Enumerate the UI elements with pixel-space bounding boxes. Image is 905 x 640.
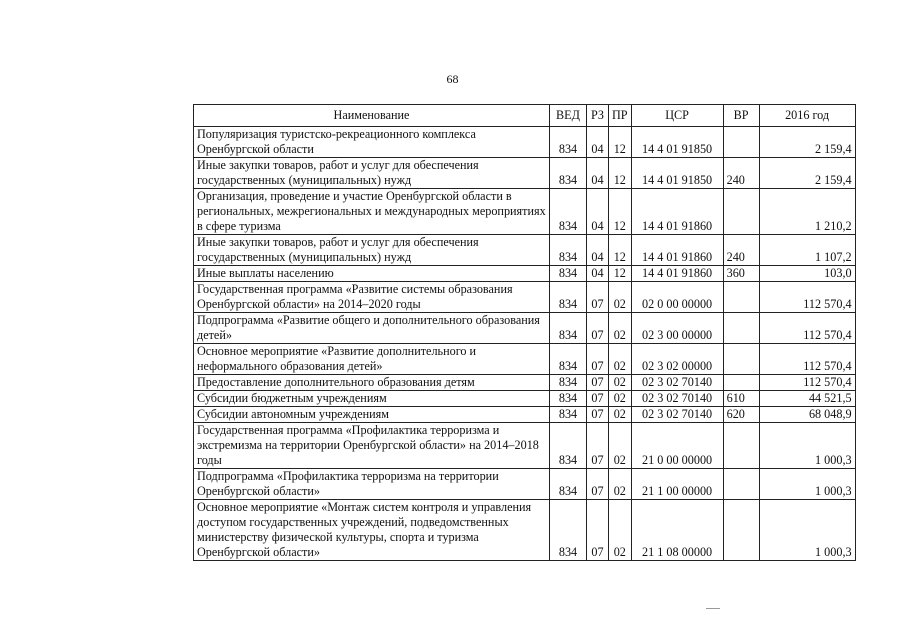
- table-row: [194, 313, 856, 344]
- table-row: [194, 127, 856, 158]
- cell-pr: 02: [609, 391, 632, 407]
- cell-vr: [723, 375, 759, 391]
- cell-csr: 14 4 01 91860: [631, 189, 723, 235]
- page-number: 68: [446, 72, 459, 86]
- cell-ved: 834: [550, 235, 587, 266]
- cell-pr: 12: [609, 127, 632, 158]
- cell-rz: 07: [587, 500, 609, 561]
- cell-rz: 04: [587, 189, 609, 235]
- cell-pr: 02: [609, 469, 632, 500]
- cell-csr: 02 3 02 70140: [631, 407, 723, 423]
- cell-rz: 07: [587, 407, 609, 423]
- header-csr: ЦСР: [631, 105, 723, 127]
- table-body: [194, 127, 856, 561]
- cell-sum: 2 159,4: [759, 158, 855, 189]
- cell-rz: 07: [587, 469, 609, 500]
- cell-rz: 07: [587, 391, 609, 407]
- cell-ved: 834: [550, 391, 587, 407]
- cell-name: Государственная программа «Профилактика терроризма и экстремизма на территории Оренбургской области» на 2014–2018 годы: [194, 423, 550, 469]
- cell-name: Предоставление дополнительного образования детям: [194, 375, 550, 391]
- cell-csr: 21 0 00 00000: [631, 423, 723, 469]
- cell-sum: 112 570,4: [759, 344, 855, 375]
- cell-ved: 834: [550, 469, 587, 500]
- cell-rz: 07: [587, 375, 609, 391]
- cell-name: Государственная программа «Развитие системы образования Оренбургской области» на 2014–2020 годы: [194, 282, 550, 313]
- cell-name: Субсидии автономным учреждениям: [194, 407, 550, 423]
- cell-rz: 07: [587, 282, 609, 313]
- cell-vr: [723, 282, 759, 313]
- table-row: [194, 469, 856, 500]
- cell-vr: [723, 189, 759, 235]
- cell-csr: 02 0 00 00000: [631, 282, 723, 313]
- cell-ved: 834: [550, 423, 587, 469]
- header-year: 2016 год: [759, 105, 855, 127]
- cell-ved: 834: [550, 344, 587, 375]
- budget-table: [193, 104, 856, 561]
- header-pr: ПР: [609, 105, 632, 127]
- cell-ved: 834: [550, 266, 587, 282]
- cell-rz: 07: [587, 423, 609, 469]
- cell-vr: 360: [723, 266, 759, 282]
- table-row: [194, 500, 856, 561]
- cell-sum: 1 000,3: [759, 469, 855, 500]
- cell-vr: [723, 500, 759, 561]
- cell-name: Подпрограмма «Профилактика терроризма на территории Оренбургской области»: [194, 469, 550, 500]
- cell-csr: 14 4 01 91860: [631, 266, 723, 282]
- cell-ved: 834: [550, 158, 587, 189]
- table-header-row: [194, 105, 856, 127]
- cell-vr: 240: [723, 235, 759, 266]
- cell-pr: 02: [609, 313, 632, 344]
- cell-vr: [723, 423, 759, 469]
- cell-name: Популяризация туристско-рекреационного комплекса Оренбургской области: [194, 127, 550, 158]
- cell-rz: 07: [587, 344, 609, 375]
- cell-csr: 14 4 01 91850: [631, 127, 723, 158]
- cell-pr: 12: [609, 266, 632, 282]
- table-row: [194, 375, 856, 391]
- table-row: [194, 189, 856, 235]
- cell-ved: 834: [550, 189, 587, 235]
- cell-csr: 02 3 02 00000: [631, 344, 723, 375]
- cell-rz: 04: [587, 158, 609, 189]
- table-row: [194, 235, 856, 266]
- cell-vr: [723, 127, 759, 158]
- cell-pr: 02: [609, 500, 632, 561]
- cell-ved: 834: [550, 407, 587, 423]
- table-row: [194, 158, 856, 189]
- table-row: [194, 344, 856, 375]
- cell-rz: 07: [587, 313, 609, 344]
- table-row: [194, 391, 856, 407]
- cell-vr: [723, 313, 759, 344]
- footer-mark: [706, 608, 720, 609]
- cell-name: Организация, проведение и участие Оренбургской области в региональных, межрегиональных и международных мероприятиях в сфере туризма: [194, 189, 550, 235]
- cell-ved: 834: [550, 313, 587, 344]
- cell-name: Иные выплаты населению: [194, 266, 550, 282]
- cell-vr: 610: [723, 391, 759, 407]
- cell-rz: 04: [587, 266, 609, 282]
- cell-rz: 04: [587, 235, 609, 266]
- table-row: [194, 282, 856, 313]
- cell-pr: 02: [609, 407, 632, 423]
- cell-vr: [723, 344, 759, 375]
- table-row: [194, 266, 856, 282]
- cell-ved: 834: [550, 127, 587, 158]
- header-name: Наименование: [194, 105, 550, 127]
- header-rz: РЗ: [587, 105, 609, 127]
- cell-pr: 02: [609, 423, 632, 469]
- cell-name: Иные закупки товаров, работ и услуг для обеспечения государственных (муниципальных) нужд: [194, 235, 550, 266]
- cell-name: Основное мероприятие «Развитие дополнительного и неформального образования детей»: [194, 344, 550, 375]
- cell-csr: 02 3 02 70140: [631, 375, 723, 391]
- cell-sum: 2 159,4: [759, 127, 855, 158]
- cell-name: Подпрограмма «Развитие общего и дополнительного образования детей»: [194, 313, 550, 344]
- cell-sum: 112 570,4: [759, 375, 855, 391]
- cell-name: Иные закупки товаров, работ и услуг для обеспечения государственных (муниципальных) нужд: [194, 158, 550, 189]
- cell-csr: 02 3 00 00000: [631, 313, 723, 344]
- cell-pr: 02: [609, 375, 632, 391]
- cell-vr: 620: [723, 407, 759, 423]
- cell-sum: 68 048,9: [759, 407, 855, 423]
- cell-csr: 14 4 01 91850: [631, 158, 723, 189]
- cell-sum: 1 000,3: [759, 500, 855, 561]
- cell-sum: 103,0: [759, 266, 855, 282]
- cell-name: Субсидии бюджетным учреждениям: [194, 391, 550, 407]
- cell-sum: 112 570,4: [759, 282, 855, 313]
- cell-sum: 1 210,2: [759, 189, 855, 235]
- cell-sum: 44 521,5: [759, 391, 855, 407]
- cell-ved: 834: [550, 500, 587, 561]
- cell-rz: 04: [587, 127, 609, 158]
- cell-ved: 834: [550, 282, 587, 313]
- cell-pr: 02: [609, 282, 632, 313]
- cell-pr: 02: [609, 344, 632, 375]
- cell-sum: 112 570,4: [759, 313, 855, 344]
- table-row: [194, 407, 856, 423]
- header-vr: ВР: [723, 105, 759, 127]
- cell-sum: 1 107,2: [759, 235, 855, 266]
- cell-csr: 02 3 02 70140: [631, 391, 723, 407]
- cell-pr: 12: [609, 158, 632, 189]
- cell-csr: 21 1 08 00000: [631, 500, 723, 561]
- cell-ved: 834: [550, 375, 587, 391]
- header-ved: ВЕД: [550, 105, 587, 127]
- cell-sum: 1 000,3: [759, 423, 855, 469]
- cell-pr: 12: [609, 235, 632, 266]
- cell-vr: [723, 469, 759, 500]
- cell-csr: 14 4 01 91860: [631, 235, 723, 266]
- cell-pr: 12: [609, 189, 632, 235]
- cell-name: Основное мероприятие «Монтаж систем контроля и управления доступом государственных учреждений, подведомственных министерству физической культуры, спорта и туризма Оренбургской области»: [194, 500, 550, 561]
- table-row: [194, 423, 856, 469]
- cell-csr: 21 1 00 00000: [631, 469, 723, 500]
- cell-vr: 240: [723, 158, 759, 189]
